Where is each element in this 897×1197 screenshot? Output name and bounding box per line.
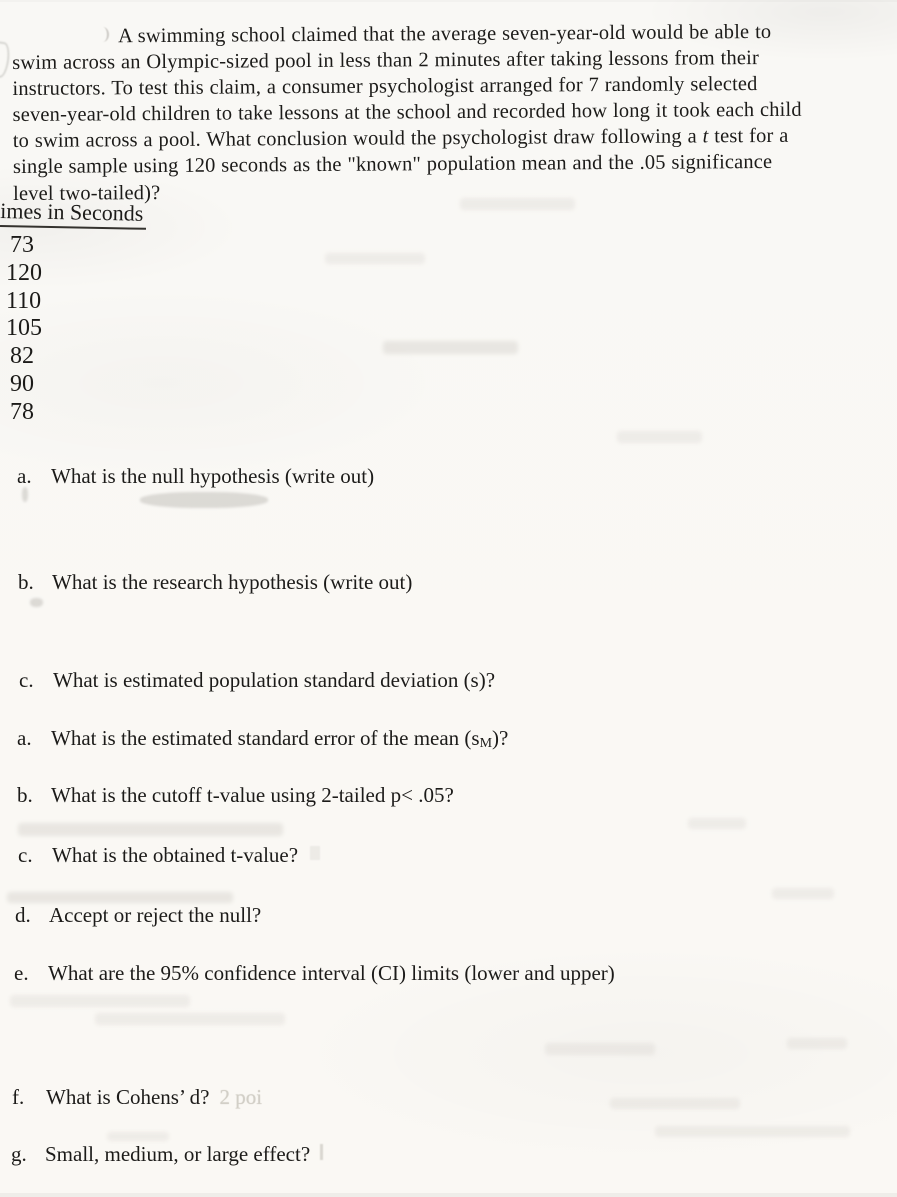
- question-text: What are the 95% confidence interval (CI) limits (lower and upper): [48, 961, 615, 985]
- question-text: What is the cutoff t-value using 2-tailed p< .05?: [51, 783, 454, 807]
- question-row-b2: [17, 783, 454, 808]
- bleed-through-mark: [772, 888, 834, 899]
- question-row-g: [11, 1142, 310, 1167]
- question-row-f: [12, 1085, 262, 1110]
- problem-line: instructors. To test this claim, a consumer psychologist arranged for 7 randomly selected: [12, 73, 758, 101]
- italic-t: t: [702, 125, 709, 148]
- question-text: What is the null hypothesis (write out): [51, 464, 375, 488]
- bleed-through-mark: [610, 1098, 740, 1109]
- question-text: [51, 726, 508, 750]
- question-letter: b.: [17, 783, 33, 807]
- bleed-through-mark: [460, 198, 575, 210]
- question-letter: b.: [18, 570, 34, 594]
- bleed-through-mark: [10, 995, 190, 1007]
- bleed-through-mark: [383, 341, 518, 354]
- question-row-d: [15, 903, 261, 928]
- time-value: 120: [6, 259, 42, 286]
- bleed-through-mark: [655, 1126, 850, 1137]
- times-in-seconds-heading: imes in Seconds: [0, 198, 147, 230]
- question-text: What is the research hypothesis (write out): [52, 570, 413, 594]
- scan-edge-top: [0, 0, 897, 2]
- problem-line: swim across an Olympic-sized pool in less than 2 minutes after taking lessons from their: [12, 47, 759, 75]
- pencil-smudge: [140, 492, 268, 508]
- bleed-through-mark: [617, 431, 702, 443]
- question-letter: a.: [17, 464, 32, 488]
- question-letter: e.: [14, 961, 29, 985]
- problem-statement: [12, 19, 802, 207]
- bleed-through-mark: [310, 846, 320, 860]
- bleed-through-mark: [7, 892, 233, 903]
- question-row-c2: [18, 843, 298, 868]
- subscript-M: M: [479, 736, 493, 751]
- problem-line-text: test for a: [708, 125, 789, 148]
- time-value: 90: [10, 370, 34, 397]
- scan-edge-bottom: [0, 1193, 897, 1197]
- scan-corner-artifact: [0, 41, 11, 79]
- question-text: What is the obtained t-value?: [52, 843, 299, 867]
- bleed-through-mark: [95, 1013, 285, 1025]
- bleed-through-mark: [18, 823, 283, 836]
- question-text: What is estimated population standard deviation (s)?: [53, 668, 496, 692]
- question-text: Small, medium, or large effect?: [45, 1142, 311, 1166]
- bleed-through-mark: [325, 253, 425, 264]
- question-letter: g.: [11, 1142, 27, 1166]
- question-letter: d.: [15, 903, 31, 927]
- bleed-through-mark: [545, 1043, 655, 1055]
- problem-line: single sample using 120 seconds as the "known" population mean and the .05 significance: [12, 151, 773, 179]
- bleed-through-mark: [787, 1038, 847, 1049]
- question-text: What is Cohens’ d?: [46, 1085, 210, 1109]
- question-text-pre: What is the estimated standard error of the mean (s: [51, 726, 480, 750]
- bleed-through-points-text: 2 poi: [219, 1085, 263, 1109]
- time-value: 105: [6, 315, 42, 342]
- question-letter: c.: [19, 668, 34, 692]
- problem-line: level two-tailed)?: [13, 181, 161, 205]
- bleed-through-mark: [320, 1144, 323, 1160]
- bleed-through-mark: [107, 1132, 169, 1141]
- question-row-a: [17, 464, 374, 489]
- time-value: 78: [10, 398, 34, 425]
- time-value: 110: [6, 287, 42, 314]
- time-value: 82: [10, 343, 34, 370]
- time-value: 73: [10, 232, 34, 258]
- question-row-e: [14, 961, 615, 986]
- question-row-a2: [17, 726, 508, 752]
- question-text: Accept or reject the null?: [49, 903, 262, 927]
- problem-line: seven-year-old children to take lessons at the school and recorded how long it took each child: [12, 99, 802, 127]
- pencil-smudge: [30, 598, 43, 607]
- question-row-b: [18, 570, 412, 595]
- question-text-post: )?: [492, 726, 509, 750]
- problem-line-text: to swim across a pool. What conclusion would the psychologist draw following a: [12, 125, 703, 153]
- pencil-smudge: [22, 487, 28, 502]
- question-row-c: [19, 668, 495, 693]
- question-letter: a.: [17, 726, 32, 750]
- bleed-through-mark: [688, 818, 746, 829]
- question-letter: c.: [18, 843, 33, 867]
- problem-line: A swimming school claimed that the average seven-year-old would be able to: [118, 20, 772, 48]
- swim-times-list: [6, 232, 42, 427]
- question-letter: f.: [12, 1085, 25, 1109]
